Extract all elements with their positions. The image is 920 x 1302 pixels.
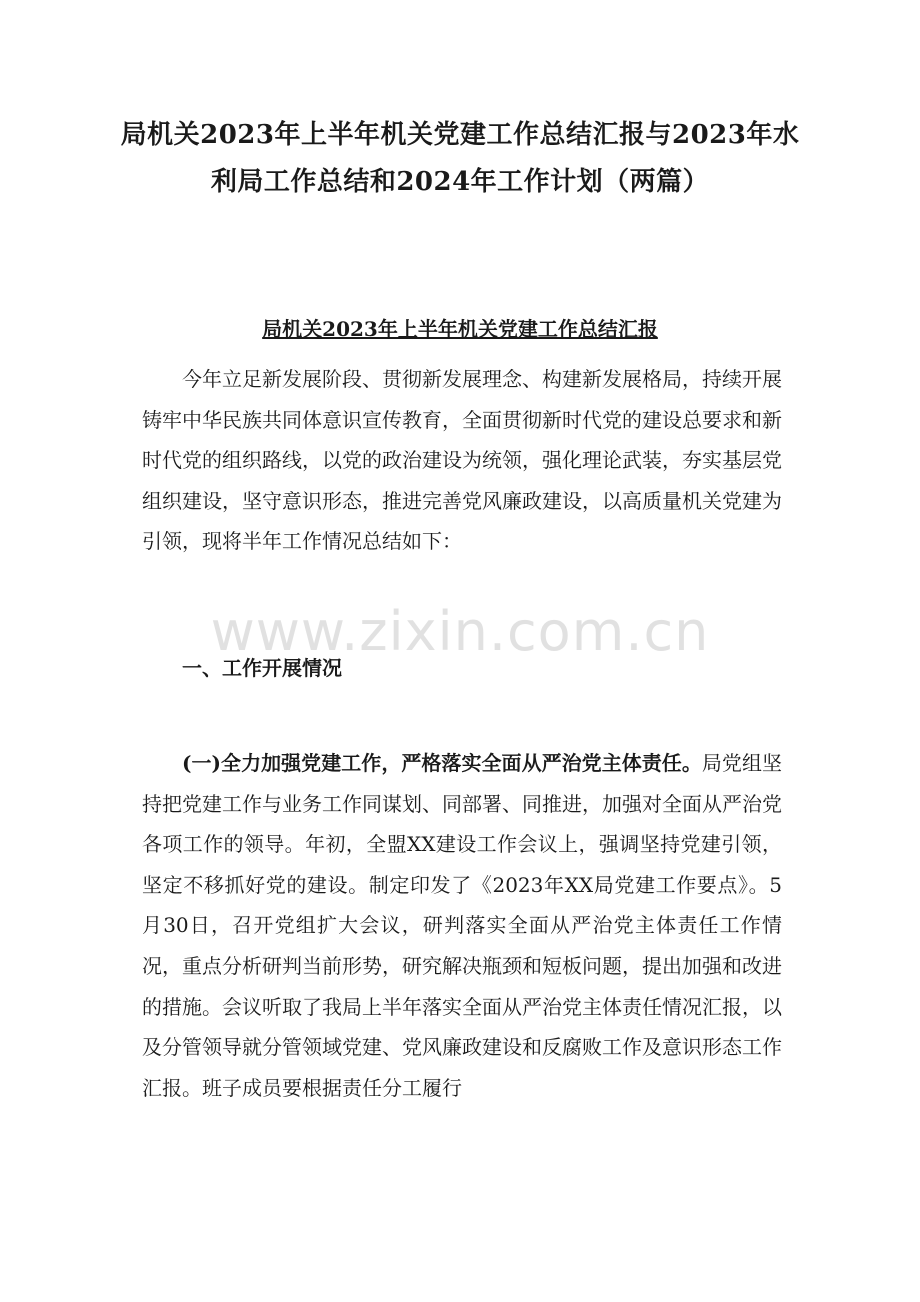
watermark: www.zixin.com.cn: [210, 600, 710, 663]
heading-work-status: 一、工作开展情况: [182, 656, 342, 680]
intro-paragraph: 今年立足新发展阶段、贯彻新发展理念、构建新发展格局，持续开展铸牢中华民族共同体意识宣传教育，全面贯彻新时代党的建设总要求和新时代党的组织路线，以党的政治建设为统领，强化理论武装，夯实基层党组织建设，坚守意识形态，推进完善党风廉政建设，以高质量机关党建为引领，现将半年工作情况总结如下：: [142, 367, 782, 554]
subsection-body: 局党组坚持把党建工作与业务工作同谋划、同部署、同推进，加强对全面从严治党各项工作的领导。年初，全盟XX建设工作会议上，强调坚持党建引领，坚定不移抓好党的建设。制定印发了《2023年XX局党建工作要点》。5月30日，召开党组扩大会议，研判落实全面从严治党主体责任工作情况，重点分析研判当前形势，研究解决瓶颈和短板问题，提出加强和改进的措施。会议听取了我局上半年落实全面从严治党主体责任情况汇报，以及分管领导就分管领域党建、党风廉政建设和反腐败工作及意识形态工作汇报。班子成员要根据责任分工履行: [142, 751, 782, 1100]
subsection-paragraph: [142, 743, 782, 1108]
subsection-heading: (一)全力加强党建工作，严格落实全面从严治党主体责任。: [182, 751, 702, 775]
section-title: 局机关2023年上半年机关党建工作总结汇报: [262, 317, 658, 341]
document-title: 局机关2023年上半年机关党建工作总结汇报与2023年水利局工作总结和2024年工作计划（两篇）: [120, 120, 800, 197]
